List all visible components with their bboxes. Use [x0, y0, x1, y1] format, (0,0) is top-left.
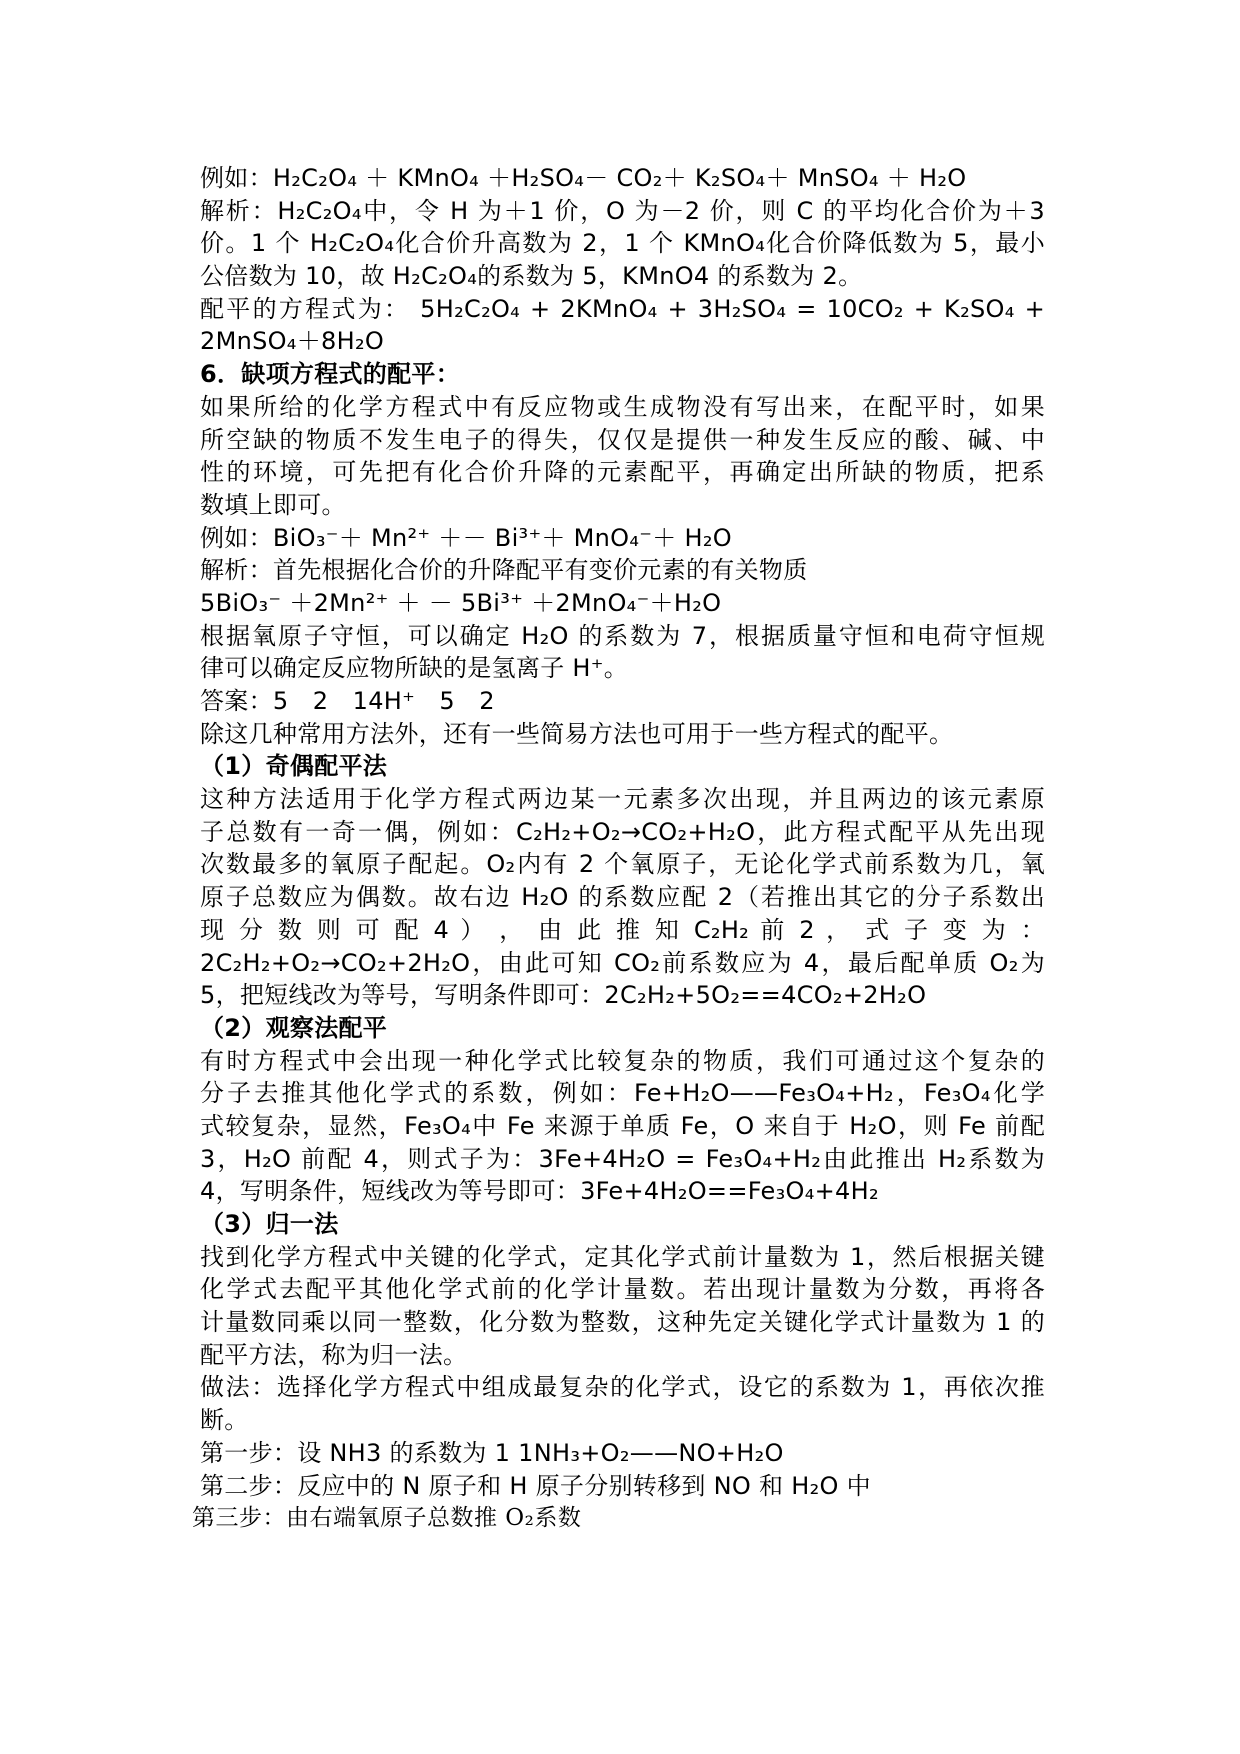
text-line: 有时方程式中会出现一种化学式比较复杂的物质，我们可通过这个复杂的 [200, 1046, 1045, 1075]
text-line: 子总数有一奇一偶，例如：C₂H₂+O₂→CO₂+H₂O，此方程式配平从先出现 [200, 817, 1045, 846]
text-line: 这种方法适用于化学方程式两边某一元素多次出现，并且两边的该元素原 [200, 785, 1045, 814]
text-line: 计量数同乘以同一整数，化分数为整数，这种先定关键化学式计量数为 1 的 [200, 1308, 1045, 1337]
text-line: 第二步：反应中的 N 原子和 H 原子分别转移到 NO 和 H₂O 中 [200, 1471, 871, 1500]
text-line: 所空缺的物质不发生电子的得失，仅仅是提供一种发生反应的酸、碱、中 [200, 425, 1045, 454]
text-line: 找到化学方程式中关键的化学式，定其化学式前计量数为 1，然后根据关键 [200, 1242, 1045, 1271]
text-line: 5，把短线改为等号，写明条件即可：2C₂H₂+5O₂==4CO₂+2H₂O [200, 981, 927, 1010]
text-line: 化学式去配平其他化学式前的化学计量数。若出现计量数为分数，再将各 [200, 1275, 1045, 1304]
text-line: 2C₂H₂+O₂→CO₂+2H₂O，由此可知 CO₂前系数应为 4，最后配单质 O₂为 [200, 948, 1045, 977]
document-body [192, 162, 1045, 1535]
text-line: 配平的方程式为： 5H₂C₂O₄ + 2KMnO₄ + 3H₂SO₄ = 10CO₂ + K₂SO₄ + [200, 294, 1045, 323]
text-line: 4，写明条件，短线改为等号即可：3Fe+4H₂O==Fe₃O₄+4H₂ [200, 1177, 879, 1206]
text-line: 价。1 个 H₂C₂O₄化合价升高数为 2，1 个 KMnO₄化合价降低数为 5，最小 [200, 229, 1045, 258]
text-line: 原子总数应为偶数。故右边 H₂O 的系数应配 2（若推出其它的分子系数出 [200, 883, 1045, 912]
text-line: 第三步：由右端氧原子总数推 O₂系数 [192, 1505, 582, 1532]
text-line: 式较复杂，显然，Fe₃O₄中 Fe 来源于单质 Fe，O 来自于 H₂O，则 Fe 前配 [200, 1111, 1045, 1140]
text-line: 公倍数为 10，故 H₂C₂O₄的系数为 5，KMnO4 的系数为 2。 [200, 262, 863, 291]
text-line: 如果所给的化学方程式中有反应物或生成物没有写出来，在配平时，如果 [200, 392, 1045, 421]
text-line: 第一步：设 NH3 的系数为 1 1NH₃+O₂——NO+H₂O [200, 1438, 784, 1467]
text-line: 答案：5 2 14H⁺ 5 2 [200, 687, 495, 715]
text-line: 根据氧原子守恒，可以确定 H₂O 的系数为 7，根据质量守恒和电荷守恒规 [200, 621, 1045, 650]
section-heading: 6．缺项方程式的配平： [200, 360, 460, 389]
text-line: 次数最多的氧原子配起。O₂内有 2 个氧原子，无论化学式前系数为几，氧 [200, 850, 1045, 879]
text-line: 分子去推其他化学式的系数，例如：Fe+H₂O——Fe₃O₄+H₂，Fe₃O₄化学 [200, 1079, 1045, 1108]
text-line: 律可以确定反应物所缺的是氢离子 H⁺。 [200, 654, 629, 683]
text-line: 例如：H₂C₂O₄ ＋ KMnO₄ ＋H₂SO₄－ CO₂＋ K₂SO₄＋ MnSO₄ ＋ H₂O [200, 164, 967, 192]
text-line: 3，H₂O 前配 4，则式子为：3Fe+4H₂O = Fe₃O₄+H₂由此推出 H₂系数为 [200, 1144, 1045, 1173]
text-line: 断。 [200, 1406, 249, 1435]
text-line: 例如：BiO₃⁻＋ Mn²⁺ ＋－ Bi³⁺＋ MnO₄⁻＋ H₂O [200, 523, 732, 552]
text-line: 现 分 数 则 可 配 4 ） ， 由 此 推 知 C₂H₂ 前 2 ， 式 子 变 为 ： [200, 915, 1045, 944]
text-line: 除这几种常用方法外，还有一些简易方法也可用于一些方程式的配平。 [200, 719, 954, 748]
text-line: 数填上即可。 [200, 490, 346, 519]
subsection-heading: （3）归一法 [200, 1210, 339, 1238]
text-line: 5BiO₃⁻ ＋2Mn²⁺ ＋ － 5Bi³⁺ ＋2MnO₄⁻＋H₂O [200, 588, 722, 617]
subsection-heading: （1）奇偶配平法 [200, 752, 388, 781]
text-line: 配平方法，称为归一法。 [200, 1340, 468, 1369]
text-line: 性的环境，可先把有化合价升降的元素配平，再确定出所缺的物质，把系 [200, 458, 1045, 487]
subsection-heading: （2）观察法配平 [200, 1013, 388, 1042]
text-line: 解析：H₂C₂O₄中，令 H 为＋1 价，O 为－2 价，则 C 的平均化合价为＋3 [200, 196, 1045, 225]
text-line: 2MnSO₄＋8H₂O [200, 327, 385, 356]
text-line: 做法：选择化学方程式中组成最复杂的化学式，设它的系数为 1，再依次推 [200, 1373, 1045, 1402]
text-line: 解析：首先根据化合价的升降配平有变价元素的有关物质 [200, 556, 808, 585]
